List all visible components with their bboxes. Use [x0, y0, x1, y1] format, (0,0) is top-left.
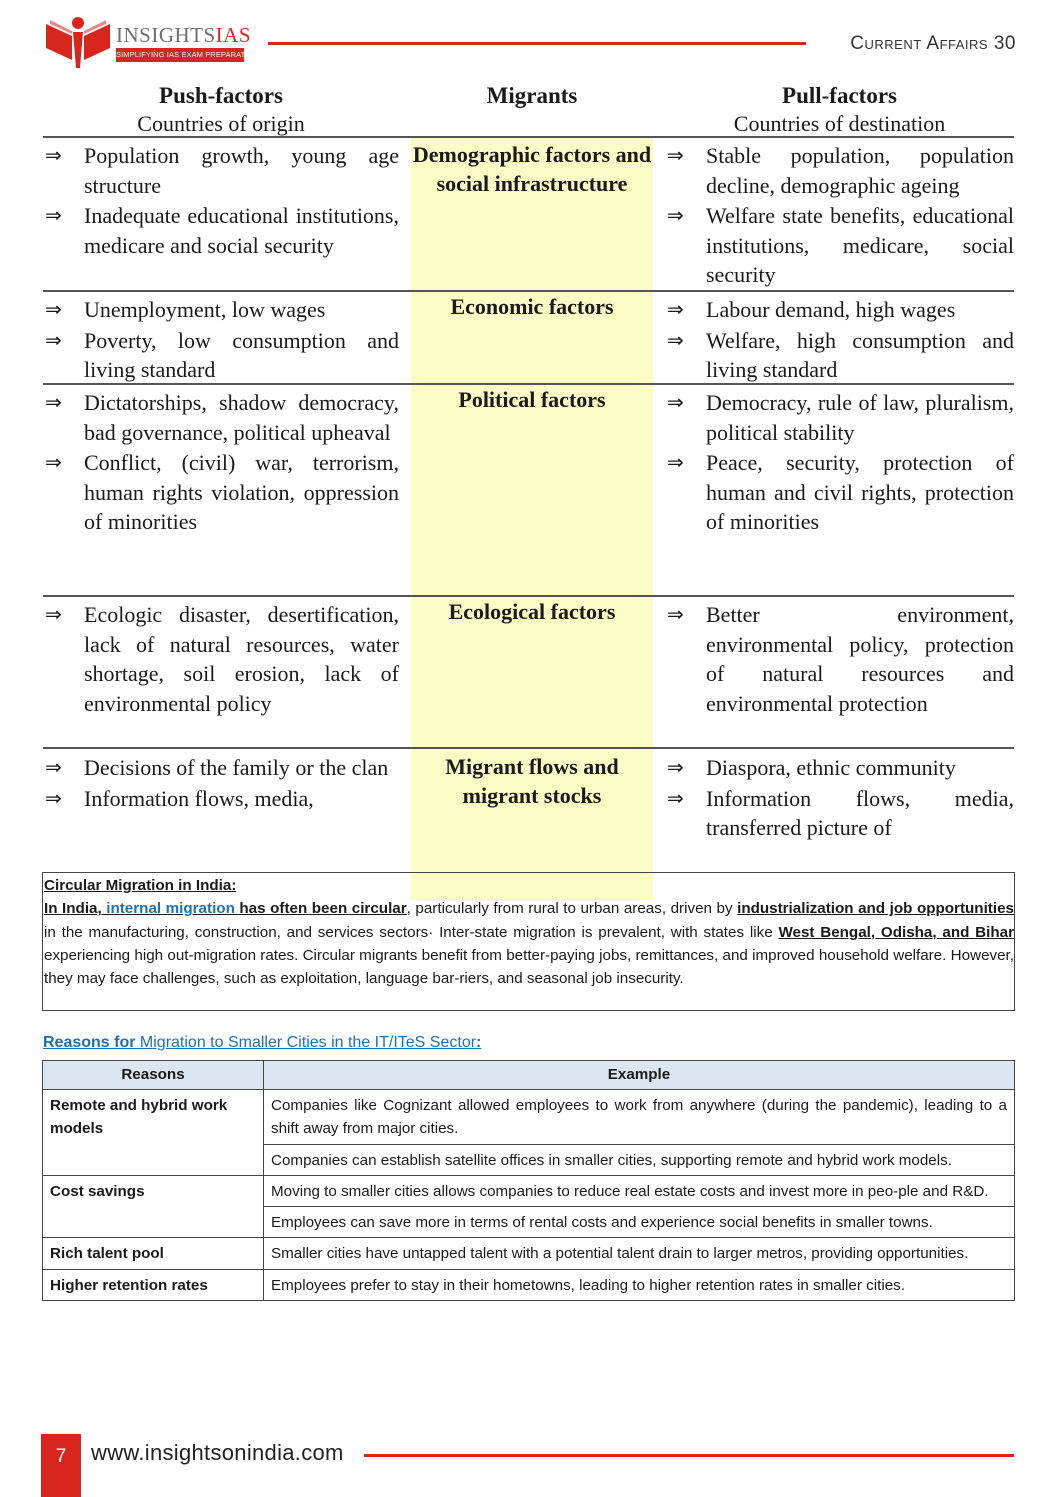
- pull-item: [665, 753, 1014, 783]
- push-item: [43, 388, 399, 447]
- body-text-bold: In India,: [44, 900, 107, 918]
- push-pull-header: [43, 80, 1014, 138]
- push-cell: [43, 140, 399, 260]
- circular-migration-body: [44, 897, 1014, 990]
- pull-factors-header: [665, 82, 1014, 138]
- body-text-bold: industrialization and job opportunities: [737, 900, 1014, 918]
- heading-text: Migration to Smaller Cities in the IT/ITeS Sector: [135, 1034, 477, 1051]
- double-arrow-icon: ⇒: [45, 327, 62, 352]
- logo-tagline: SIMPLIFYING IAS EXAM PREPARATION: [116, 48, 244, 62]
- push-item: [43, 141, 399, 200]
- reason-cell: Higher retention rates: [43, 1269, 264, 1300]
- body-text-bold: has often been circular: [239, 900, 407, 918]
- heading-bold: Reasons for: [43, 1034, 136, 1051]
- example-cell: Moving to smaller cities allows companies to reduce real estate costs and invest more in peo-ple and R&D.: [264, 1175, 1015, 1206]
- factor-row-economic: [43, 292, 1014, 385]
- double-arrow-icon: ⇒: [45, 755, 62, 779]
- category-label: Ecological factors: [448, 599, 616, 624]
- factor-row-migrant-flows: [43, 749, 1014, 841]
- pull-item-text: Better environment, environmental policy, protection of natural resources and environmental protection: [706, 602, 1014, 716]
- reason-cell: Rich talent pool: [43, 1238, 264, 1269]
- push-item: [43, 295, 399, 325]
- page-footer: [0, 1430, 1058, 1497]
- category-label: Political factors: [458, 387, 606, 412]
- pull-factors-title: Pull-factors: [782, 83, 897, 108]
- push-pull-factors-table: [43, 80, 1014, 841]
- body-text: , particularly from rural to urban areas, driven by: [406, 900, 738, 918]
- double-arrow-icon: ⇒: [45, 602, 62, 626]
- double-arrow-icon: ⇒: [45, 785, 62, 810]
- push-item-text: Decisions of the family or the clan: [84, 755, 389, 780]
- pull-item: [665, 784, 1014, 843]
- push-item: [43, 326, 399, 385]
- circular-migration-title: Circular Migration in India:: [44, 877, 237, 894]
- push-factors-title: Push-factors: [159, 83, 283, 108]
- migrants-title: Migrants: [486, 83, 578, 108]
- reasons-table: [42, 1060, 1015, 1301]
- push-item: [43, 600, 399, 718]
- example-cell: Employees prefer to stay in their hometowns, leading to higher retention rates in smaller cities.: [264, 1269, 1015, 1300]
- double-arrow-icon: ⇒: [667, 785, 684, 810]
- push-item-text: Information flows, media,: [84, 785, 314, 811]
- double-arrow-icon: ⇒: [45, 143, 62, 167]
- pull-cell: [665, 752, 1014, 843]
- example-cell: Companies like Cognizant allowed employees to work from anywhere (during the pandemic), leading to a shift away from major cities.: [264, 1090, 1015, 1145]
- double-arrow-icon: ⇒: [45, 203, 62, 227]
- insightsias-logo: [42, 14, 272, 70]
- push-cell: [43, 599, 399, 718]
- pull-item-text: Welfare, high consumption and living standard: [706, 327, 1014, 382]
- table-row: [43, 1090, 1015, 1145]
- reason-cell: Cost savings: [43, 1175, 264, 1238]
- table-row: [43, 1269, 1015, 1300]
- pull-item: [665, 201, 1014, 290]
- column-header-example: Example: [264, 1061, 1015, 1090]
- pull-cell: [665, 140, 1014, 290]
- factor-row-demographic: [43, 138, 1014, 292]
- open-book-reader-icon: [42, 14, 114, 70]
- push-cell: [43, 294, 399, 385]
- table-header-row: [43, 1061, 1015, 1090]
- push-item: [43, 201, 399, 260]
- pull-item: [665, 326, 1014, 385]
- push-item-text: Conflict, (civil) war, terrorism, human rights violation, oppression of minorities: [84, 450, 399, 534]
- pull-item-text: Stable population, population decline, demographic ageing: [706, 143, 1014, 198]
- double-arrow-icon: ⇒: [667, 755, 684, 779]
- body-text-bold: West Bengal, Odisha, and Bihar: [778, 923, 1014, 941]
- double-arrow-icon: ⇒: [667, 143, 684, 167]
- pull-item: [665, 448, 1014, 537]
- double-arrow-icon: ⇒: [667, 327, 684, 352]
- page-number: 7: [41, 1434, 81, 1497]
- pull-item-text: Welfare state benefits, educational institutions, medicare, social security: [706, 203, 1014, 287]
- push-item-text: Unemployment, low wages: [84, 297, 326, 322]
- heading-colon: :: [476, 1034, 482, 1051]
- push-item-text: Poverty, low consumption and living standard: [84, 327, 399, 382]
- double-arrow-icon: ⇒: [667, 203, 684, 227]
- migrants-header: [411, 82, 653, 110]
- push-item: [43, 448, 399, 537]
- pull-item: [665, 600, 1014, 718]
- push-item-text: Inadequate educational institutions, medicare and social security: [84, 203, 399, 258]
- table-row: [43, 1238, 1015, 1269]
- double-arrow-icon: ⇒: [45, 390, 62, 414]
- footer-divider: [364, 1454, 1014, 1457]
- pull-item-text: Information flows, media, transferred picture of: [706, 785, 1014, 840]
- push-cell: [43, 752, 399, 813]
- table-row: [43, 1175, 1015, 1206]
- pull-item: [665, 141, 1014, 200]
- column-header-reasons: Reasons: [43, 1061, 264, 1090]
- pull-item-text: Diaspora, ethnic community: [706, 755, 956, 780]
- pull-factors-subtitle: Countries of destination: [733, 111, 946, 136]
- pull-item-text: Democracy, rule of law, pluralism, political stability: [706, 390, 1014, 445]
- reasons-section-heading[interactable]: [43, 1034, 481, 1052]
- website-link[interactable]: www.insightsonindia.com: [91, 1440, 344, 1465]
- category-label: Migrant flows and migrant stocks: [445, 754, 619, 808]
- category-label: Economic factors: [450, 294, 614, 319]
- page-series-title: Current Affairs 30: [850, 33, 1016, 54]
- push-factors-subtitle: Countries of origin: [137, 111, 305, 136]
- double-arrow-icon: ⇒: [667, 602, 684, 626]
- reason-cell: Remote and hybrid work models: [43, 1090, 264, 1176]
- pull-cell: [665, 599, 1014, 718]
- example-cell: Employees can save more in terms of rental costs and experience social benefits in smaller towns.: [264, 1207, 1015, 1238]
- push-cell: [43, 387, 399, 537]
- pull-cell: [665, 387, 1014, 537]
- push-item: [43, 784, 399, 814]
- push-item: [43, 753, 399, 783]
- internal-migration-link[interactable]: internal migration: [106, 900, 240, 918]
- factor-row-political: [43, 385, 1014, 597]
- pull-item-text: Peace, security, protection of human and civil rights, protection of minorities: [706, 450, 1014, 534]
- example-cell: Smaller cities have untapped talent with a potential talent drain to larger metros, providing opportunities.: [264, 1238, 1015, 1269]
- double-arrow-icon: ⇒: [667, 390, 684, 414]
- example-cell: Companies can establish satellite offices in smaller cities, supporting remote and hybrid work models.: [264, 1144, 1015, 1175]
- push-item-text: Population growth, young age structure: [84, 143, 399, 198]
- pull-cell: [665, 294, 1014, 385]
- double-arrow-icon: ⇒: [667, 450, 684, 474]
- page-header: [0, 0, 1058, 80]
- logo-wordmark: INSIGHTSIAS: [116, 23, 252, 47]
- pull-item: [665, 295, 1014, 325]
- circular-migration-box: [42, 872, 1015, 1011]
- header-divider: [268, 42, 806, 45]
- pull-item: [665, 388, 1014, 447]
- factor-row-ecological: [43, 597, 1014, 749]
- push-factors-header: [43, 82, 399, 138]
- double-arrow-icon: ⇒: [45, 450, 62, 474]
- body-text: in the manufacturing, construction, and services sectors· Inter-state migration is prevalent, with states like: [44, 923, 779, 941]
- body-text: experiencing high out-migration rates. Circular migrants benefit from better-paying jobs, remittances, and improved household welfare. However, they may face challenges, such as exploitation, language bar-riers, and seasonal job insecurity.: [44, 946, 1014, 988]
- double-arrow-icon: ⇒: [667, 297, 684, 321]
- category-label: Demographic factors and social infrastructure: [412, 142, 652, 196]
- pull-item-text: Labour demand, high wages: [706, 297, 956, 322]
- double-arrow-icon: ⇒: [45, 297, 62, 321]
- push-item-text: Dictatorships, shadow democracy, bad governance, political upheaval: [84, 390, 399, 445]
- push-item-text: Ecologic disaster, desertification, lack of natural resources, water shortage, soil erosion, lack of environmental policy: [84, 602, 399, 716]
